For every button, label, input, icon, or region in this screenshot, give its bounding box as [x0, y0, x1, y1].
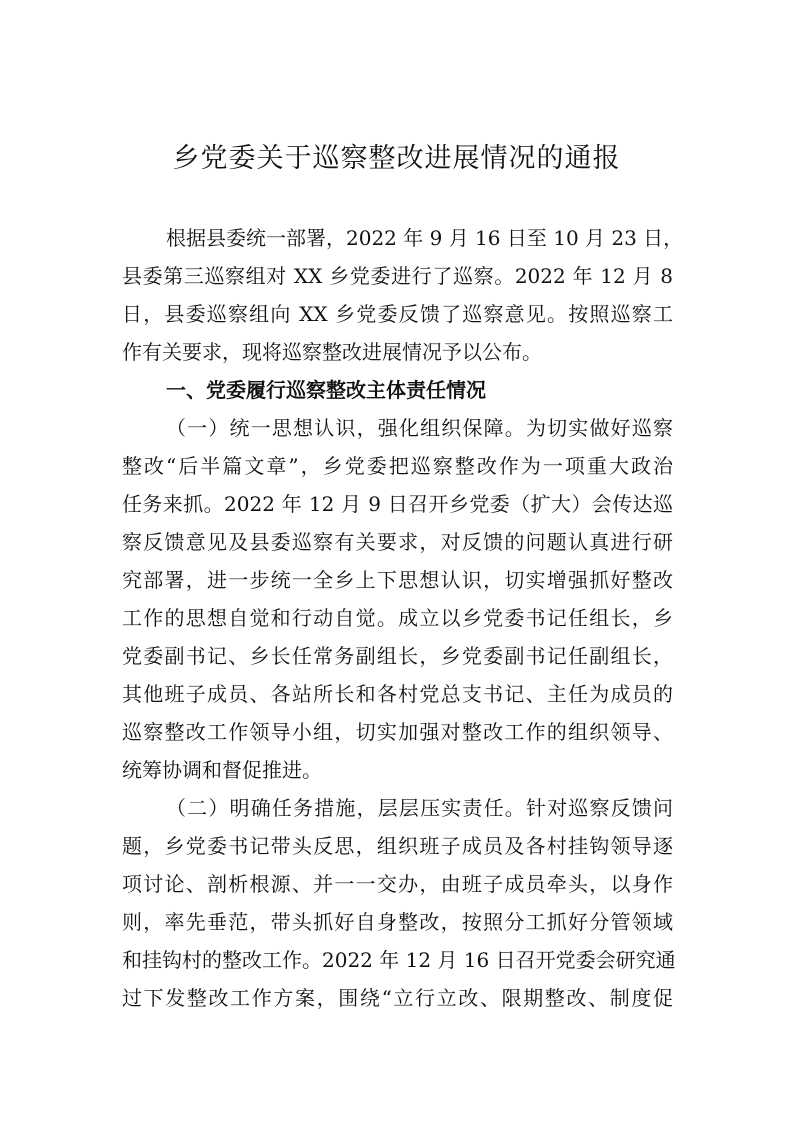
- document-title: 乡党委关于巡察整改进展情况的通报: [172, 143, 621, 174]
- paragraph-line: 日，县委巡察组向 XX 乡党委反馈了巡察意见。按照巡察工: [122, 302, 673, 326]
- paragraph-line: 究部署，进一步统一全乡上下思想认识，切实增强抓好整改: [122, 568, 673, 592]
- paragraph-line: 工作的思想自觉和行动自觉。成立以乡党委书记任组长，乡: [122, 606, 673, 630]
- paragraph-line: （一）统一思想认识，强化组织保障。为切实做好巡察: [166, 416, 673, 440]
- paragraph-line: 县委第三巡察组对 XX 乡党委进行了巡察。2022 年 12 月 8: [122, 264, 673, 288]
- paragraph-line: 则，率先垂范，带头抓好自身整改，按照分工抓好分管领域: [122, 910, 673, 934]
- section-heading: 一、党委履行巡察整改主体责任情况: [166, 378, 486, 402]
- paragraph-line: 过下发整改工作方案，围绕“立行立改、限期整改、制度促: [122, 986, 673, 1010]
- paragraph-line: 巡察整改工作领导小组，切实加强对整改工作的组织领导、: [122, 720, 673, 744]
- paragraph-line: 整改“后半篇文章”，乡党委把巡察整改作为一项重大政治: [122, 454, 673, 478]
- paragraph-line: 其他班子成员、各站所长和各村党总支书记、主任为成员的: [122, 682, 673, 706]
- paragraph-line: 项讨论、剖析根源、并一一交办，由班子成员牵头，以身作: [122, 872, 673, 896]
- document-body: [122, 219, 684, 1017]
- paragraph-line: 党委副书记、乡长任常务副组长，乡党委副书记任副组长，: [122, 644, 673, 668]
- paragraph-line: 任务来抓。2022 年 12 月 9 日召开乡党委（扩大）会传达巡: [122, 492, 673, 516]
- paragraph-line: 和挂钩村的整改工作。2022 年 12 月 16 日召开党委会研究通: [122, 948, 676, 972]
- paragraph-line: 作有关要求，现将巡察整改进展情况予以公布。: [122, 340, 542, 364]
- paragraph-line: 根据县委统一部署，2022 年 9 月 16 日至 10 月 23 日，: [166, 226, 684, 250]
- paragraph-line: 题，乡党委书记带头反思，组织班子成员及各村挂钩领导逐: [122, 834, 673, 858]
- paragraph-line: （二）明确任务措施，层层压实责任。针对巡察反馈问: [166, 796, 673, 820]
- paragraph-line: 统筹协调和督促推进。: [122, 758, 322, 782]
- paragraph-line: 察反馈意见及县委巡察有关要求，对反馈的问题认真进行研: [122, 530, 673, 554]
